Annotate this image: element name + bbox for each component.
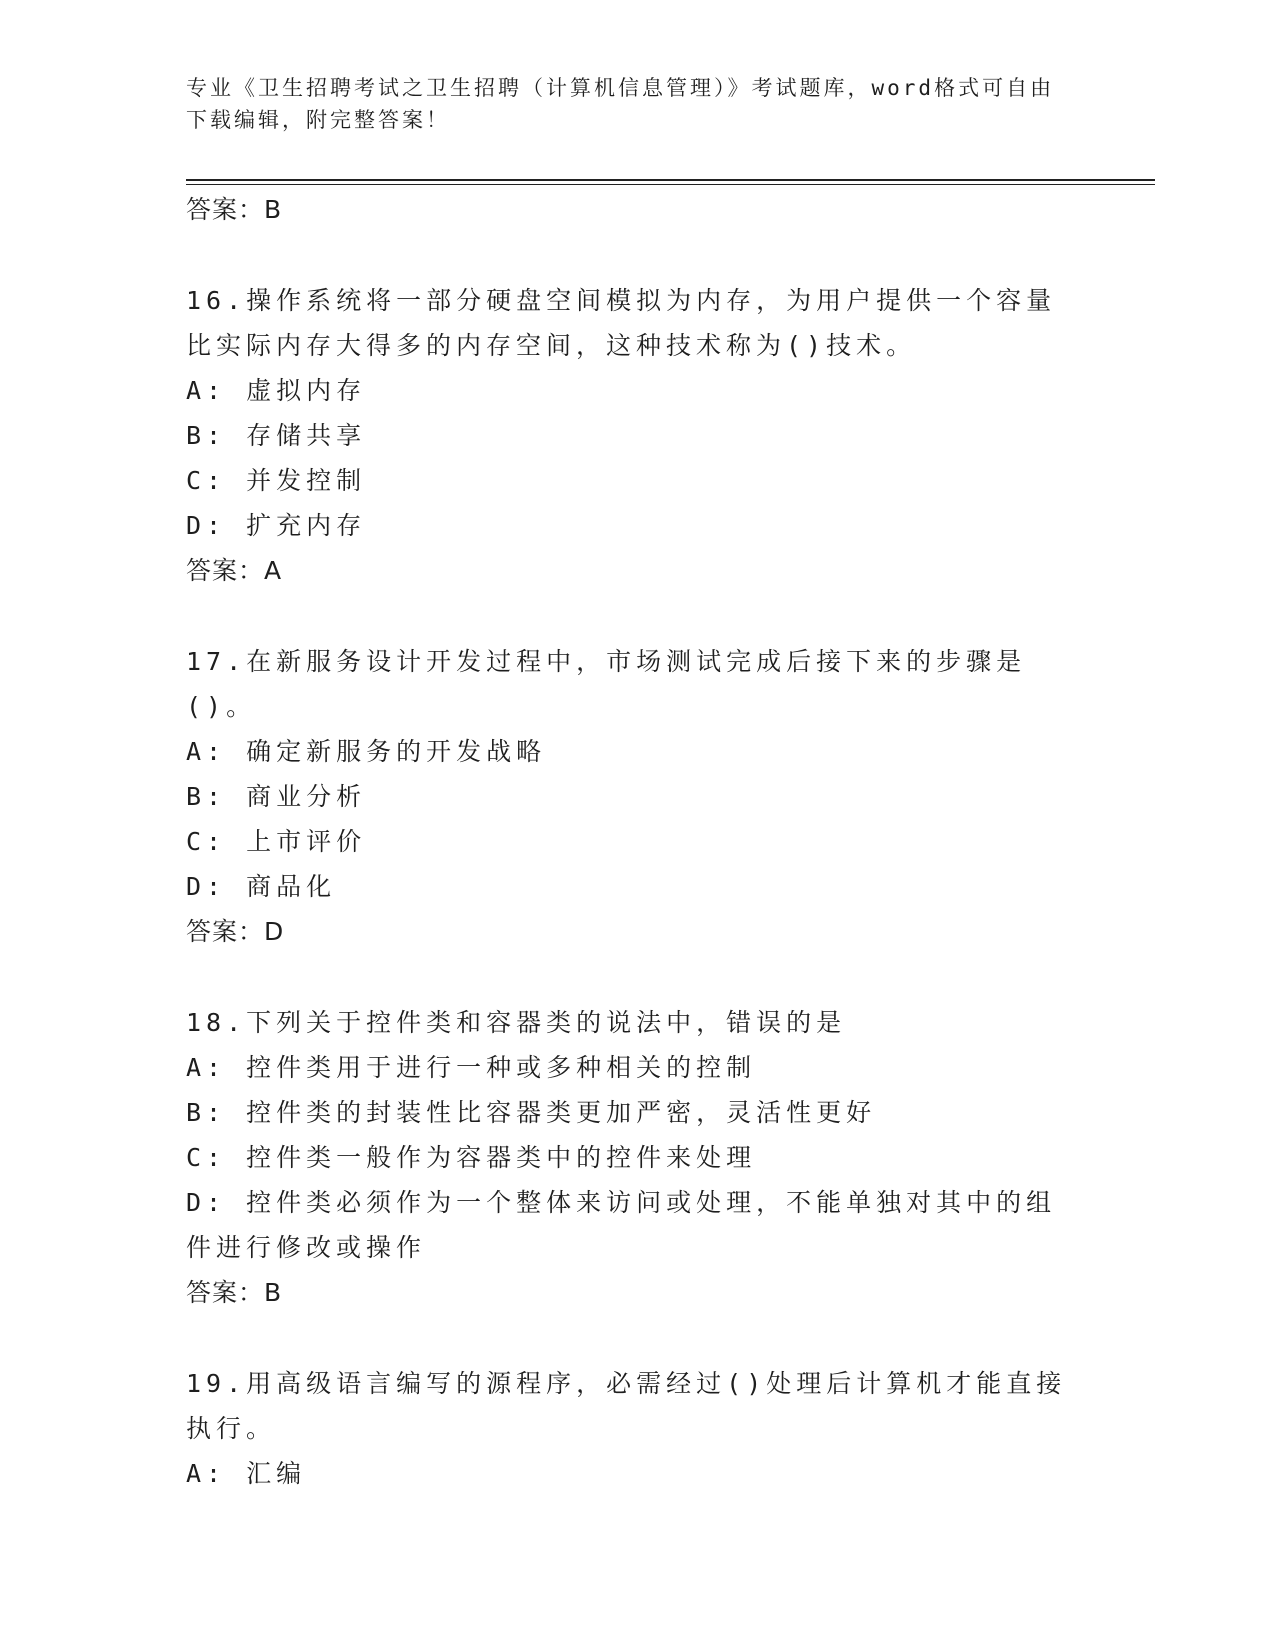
header-rule-thin: [186, 184, 1155, 185]
question-list: [186, 187, 1086, 1496]
question-text: 18.下列关于控件类和容器类的说法中，错误的是: [186, 1008, 847, 1037]
header-rule-thick: [186, 179, 1155, 181]
option-c: C: 上市评价: [186, 827, 367, 856]
answer-line: 答案：B: [186, 1278, 283, 1307]
option-b: B: 控件类的封装性比容器类更加严密，灵活性更好: [186, 1098, 877, 1127]
option-b: B: 商业分析: [186, 782, 367, 811]
question-text: 16.操作系统将一部分硬盘空间模拟为内存，为用户提供一个容量比实际内存大得多的内存空间，这种技术称为()技术。: [186, 286, 1057, 360]
answer-line: 答案：B: [186, 195, 283, 224]
option-d: D: 商品化: [186, 872, 337, 901]
answer-line: 答案：D: [186, 917, 285, 946]
question-18: [186, 1000, 1086, 1316]
question-text: 19.用高级语言编写的源程序，必需经过()处理后计算机才能直接执行。: [186, 1369, 1067, 1443]
option-a: A: 确定新服务的开发战略: [186, 737, 547, 766]
option-b: B: 存储共享: [186, 421, 367, 450]
question-16: [186, 278, 1086, 594]
document-header: 专业《卫生招聘考试之卫生招聘（计算机信息管理）》考试题库，word格式可自由下载编辑，附完整答案！: [186, 76, 1055, 132]
option-c: C: 控件类一般作为容器类中的控件来处理: [186, 1143, 757, 1172]
option-d: D: 控件类必须作为一个整体来访问或处理，不能单独对其中的组件进行修改或操作: [186, 1188, 1057, 1262]
question-19: [186, 1361, 1086, 1496]
option-a: A: 虚拟内存: [186, 376, 367, 405]
option-a: A: 控件类用于进行一种或多种相关的控制: [186, 1053, 757, 1082]
option-c: C: 并发控制: [186, 466, 367, 495]
question-text: 17.在新服务设计开发过程中，市场测试完成后接下来的步骤是()。: [186, 647, 1027, 721]
option-a: A: 汇编: [186, 1459, 307, 1488]
option-d: D: 扩充内存: [186, 511, 367, 540]
answer-line: 答案：A: [186, 556, 283, 585]
question-17: [186, 639, 1086, 955]
